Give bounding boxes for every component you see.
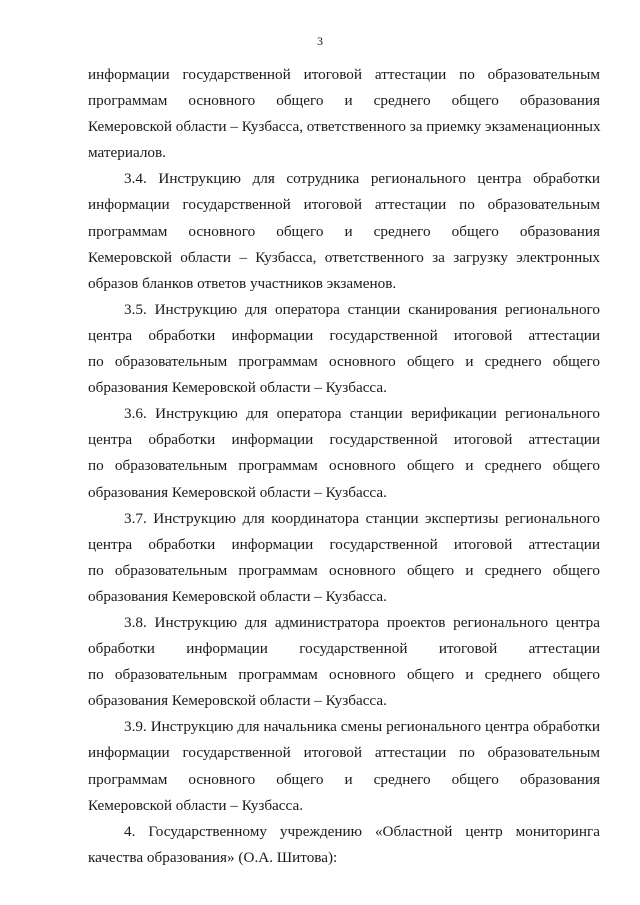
text-line: 4. Государственному учреждению «Областной центр мониторинга [124, 822, 600, 840]
page-number: 3 [317, 34, 323, 48]
document-body [88, 62, 600, 871]
text-line: по образовательным программам основного общего и среднего общего [88, 457, 600, 475]
text-line: программам основного общего и среднего общего образования [88, 770, 600, 788]
text-line: образования Кемеровской области – Кузбасса. [88, 692, 387, 710]
paragraph [88, 506, 600, 610]
text-line: Кемеровской области – Кузбасса. [88, 796, 303, 814]
paragraph [88, 297, 600, 401]
text-line: материалов. [88, 144, 166, 162]
text-line: по образовательным программам основного общего и среднего общего [88, 353, 600, 371]
paragraph [88, 166, 600, 296]
text-line: 3.9. Инструкцию для начальника смены регионального центра обработки [124, 718, 600, 736]
text-line: образов бланков ответов участников экзаменов. [88, 274, 397, 292]
text-line: образования Кемеровской области – Кузбасса. [88, 587, 387, 605]
text-line: Кемеровской области – Кузбасса, ответственного за приемку экзаменационных [88, 118, 601, 136]
paragraph [88, 401, 600, 505]
text-line: образования Кемеровской области – Кузбасса. [88, 379, 387, 397]
text-line: по образовательным программам основного общего и среднего общего [88, 666, 600, 684]
text-line: по образовательным программам основного общего и среднего общего [88, 561, 600, 579]
text-line: информации государственной итоговой аттестации по образовательным [88, 744, 600, 762]
text-line: 3.8. Инструкцию для администратора проектов регионального центра [124, 613, 600, 631]
text-line: программам основного общего и среднего общего образования [88, 222, 600, 240]
text-line: 3.7. Инструкцию для координатора станции экспертизы регионального [124, 509, 600, 527]
text-line: 3.5. Инструкцию для оператора станции сканирования регионального [124, 300, 600, 318]
text-line: информации государственной итоговой аттестации по образовательным [88, 196, 600, 214]
text-line: качества образования» (О.А. Шитова): [88, 848, 338, 866]
text-line: Кемеровской области – Кузбасса, ответственного за загрузку электронных [88, 248, 600, 266]
text-line: центра обработки информации государственной итоговой аттестации [88, 535, 600, 553]
text-line: обработки информации государственной итоговой аттестации [88, 640, 600, 658]
paragraph [88, 62, 600, 166]
text-line: центра обработки информации государственной итоговой аттестации [88, 326, 600, 344]
text-line: образования Кемеровской области – Кузбасса. [88, 483, 387, 501]
paragraph [88, 610, 600, 714]
paragraph [88, 714, 600, 818]
text-line: центра обработки информации государственной итоговой аттестации [88, 431, 600, 449]
text-line: 3.6. Инструкцию для оператора станции верификации регионального [124, 405, 600, 423]
text-line: информации государственной итоговой аттестации по образовательным [88, 66, 600, 83]
text-line: 3.4. Инструкцию для сотрудника регионального центра обработки [124, 170, 600, 188]
text-line: программам основного общего и среднего общего образования [88, 92, 600, 110]
paragraph [88, 819, 600, 871]
